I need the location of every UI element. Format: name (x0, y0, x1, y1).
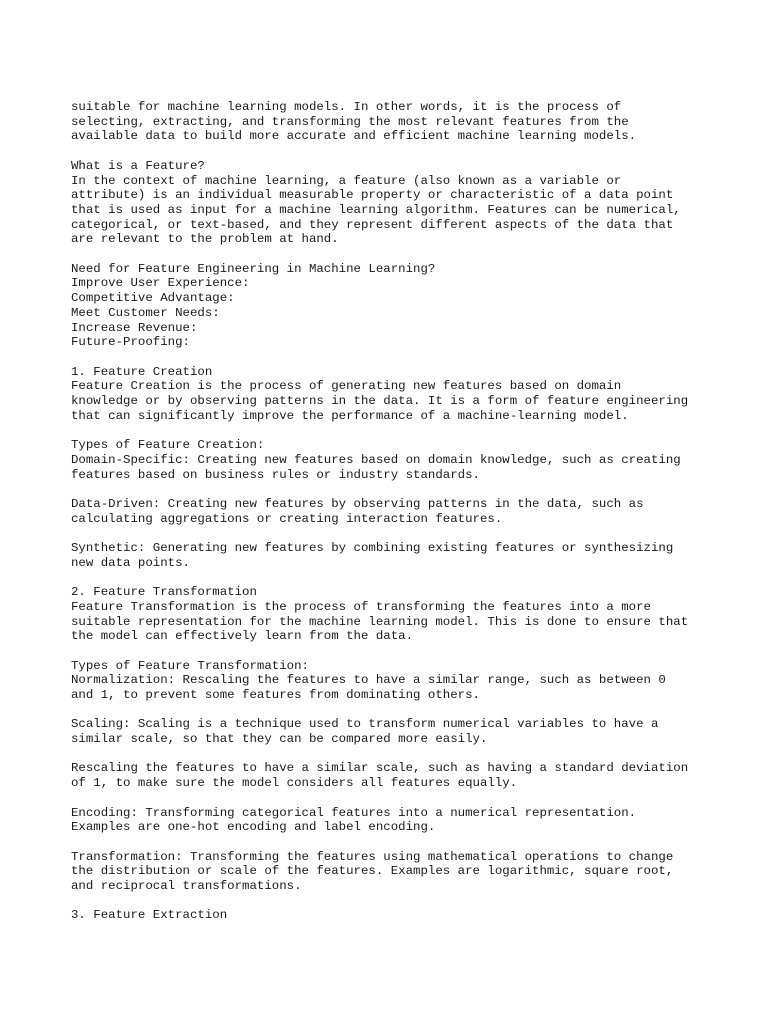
text-line: Improve User Experience: (71, 276, 250, 291)
text-line: that can significantly improve the performance of a machine-learning model. (71, 408, 629, 423)
paragraph (71, 541, 751, 570)
text-line: are relevant to the problem at hand. (71, 232, 339, 247)
text-line: Feature Creation is the process of generating new features based on domain (71, 379, 622, 394)
paragraph (71, 908, 751, 923)
document-page (71, 100, 751, 938)
text-line: Data-Driven: Creating new features by observing patterns in the data, such as (71, 496, 644, 511)
text-line: new data points. (71, 555, 190, 570)
text-line: Normalization: Rescaling the features to have a similar range, such as between 0 (71, 673, 666, 688)
text-line: selecting, extracting, and transforming the most relevant features from the (71, 114, 629, 129)
paragraph (71, 761, 751, 790)
text-line: Transformation: Transforming the features using mathematical operations to change (71, 849, 674, 864)
text-line: suitable representation for the machine learning model. This is done to ensure that (71, 614, 689, 629)
text-line: Need for Feature Engineering in Machine Learning? (71, 261, 436, 276)
text-line: Synthetic: Generating new features by combining existing features or synthesizing (71, 541, 674, 555)
text-line: Competitive Advantage: (71, 291, 235, 306)
paragraph (71, 585, 751, 644)
text-line: In the context of machine learning, a feature (also known as a variable or (71, 173, 622, 188)
text-line: Examples are one-hot encoding and label encoding. (71, 820, 436, 835)
text-line: 2. Feature Transformation (71, 585, 257, 600)
text-line: Increase Revenue: (71, 320, 198, 335)
text-line: the distribution or scale of the features. Examples are logarithmic, square root, (71, 864, 674, 879)
text-line: Types of Feature Transformation: (71, 658, 309, 673)
text-line: Types of Feature Creation: (71, 438, 265, 453)
text-line: available data to build more accurate and efficient machine learning models. (71, 129, 637, 144)
text-line: Scaling: Scaling is a technique used to transform numerical variables to have a (71, 717, 659, 732)
paragraph (71, 850, 751, 894)
text-line: categorical, or text-based, and they represent different aspects of the data that (71, 217, 674, 232)
text-line: calculating aggregations or creating interaction features. (71, 511, 503, 526)
text-line: suitable for machine learning models. In other words, it is the process of (71, 100, 622, 114)
paragraph (71, 717, 751, 746)
text-line: Encoding: Transforming categorical features into a numerical representation. (71, 805, 637, 820)
text-line: 1. Feature Creation (71, 364, 213, 379)
paragraph (71, 100, 751, 144)
text-line: Rescaling the features to have a similar scale, such as having a standard deviation (71, 761, 689, 776)
text-line: attribute) is an individual measurable property or characteristic of a data point (71, 188, 674, 203)
paragraph (71, 659, 751, 703)
paragraph (71, 438, 751, 482)
text-line: the model can effectively learn from the data. (71, 629, 414, 644)
text-line: and reciprocal transformations. (71, 879, 302, 894)
text-line: and 1, to prevent some features from dominating others. (71, 688, 480, 702)
paragraph (71, 159, 751, 247)
text-line: What is a Feature? (71, 158, 205, 173)
text-line: Future-Proofing: (71, 335, 190, 350)
paragraph (71, 365, 751, 424)
text-line: that is used as input for a machine learning algorithm. Features can be numerical, (71, 202, 681, 217)
paragraph (71, 262, 751, 350)
text-line: Feature Transformation is the process of transforming the features into a more (71, 599, 651, 614)
text-line: 3. Feature Extraction (71, 908, 228, 923)
text-line: of 1, to make sure the model considers all features equally. (71, 776, 518, 791)
text-line: Domain-Specific: Creating new features based on domain knowledge, such as creating (71, 452, 681, 467)
text-line: Meet Customer Needs: (71, 305, 220, 320)
paragraph (71, 497, 751, 526)
text-line: features based on business rules or industry standards. (71, 467, 480, 482)
paragraph (71, 806, 751, 835)
text-line: knowledge or by observing patterns in the data. It is a form of feature engineering (71, 394, 689, 409)
text-line: similar scale, so that they can be compared more easily. (71, 732, 488, 747)
